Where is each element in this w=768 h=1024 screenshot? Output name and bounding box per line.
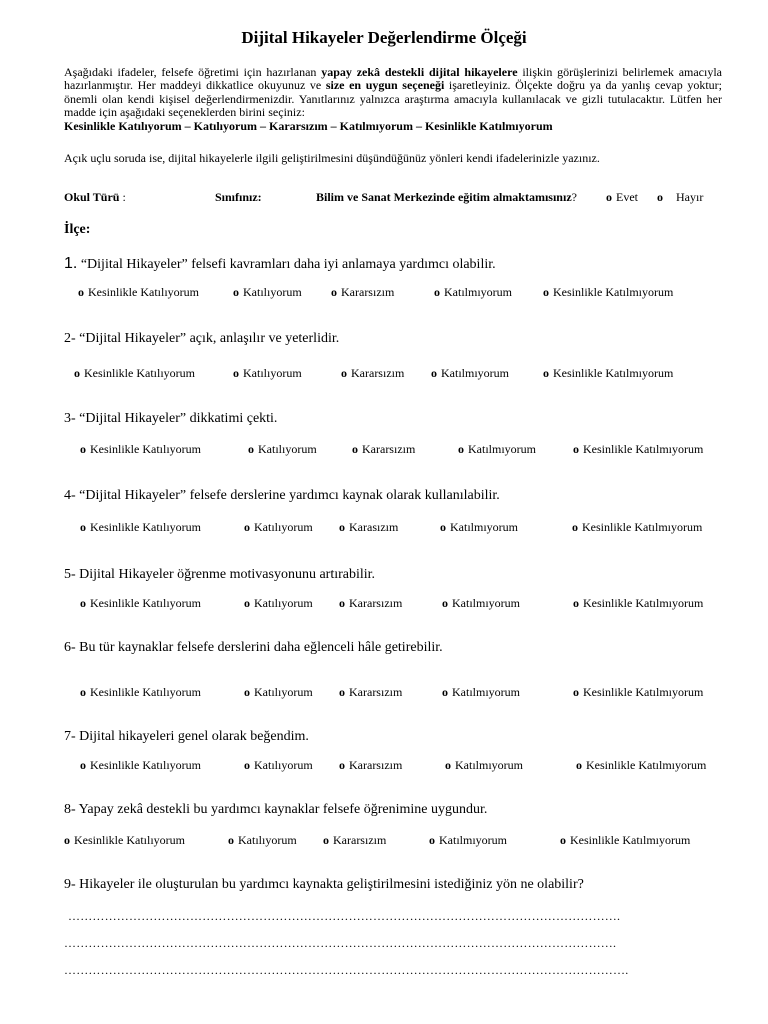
option-katiliyorum[interactable]	[244, 758, 313, 773]
question-text: “Dijital Hikayeler” felsefi kavramları daha iyi anlamaya yardımcı olabilir.	[77, 257, 496, 272]
question-4	[64, 488, 500, 504]
option-bullet: o	[80, 520, 86, 534]
option-kesinlikle-katiliyorum[interactable]	[80, 596, 201, 611]
option-bullet: o	[352, 442, 358, 456]
option-bullet: o	[543, 285, 549, 299]
option-label: Katılıyorum	[254, 596, 313, 610]
option-bullet: o	[657, 190, 663, 204]
question-text: Bu tür kaynaklar felsefe derslerini daha eğlenceli hâle getirebilir.	[75, 640, 443, 655]
option-bullet: o	[244, 596, 250, 610]
option-bullet: o	[244, 685, 250, 699]
option-kararsizim[interactable]	[331, 285, 394, 300]
option-bullet: o	[576, 758, 582, 772]
option-label: Katılmıyorum	[455, 758, 523, 772]
option-kesinlikle-katiliyorum[interactable]	[64, 833, 185, 848]
question-2	[64, 331, 339, 347]
option-bullet: o	[429, 833, 435, 847]
option-label: Kesinlikle Katılmıyorum	[553, 366, 674, 380]
option-label: Katılıyorum	[238, 833, 297, 847]
option-katilmiyorum[interactable]	[429, 833, 507, 848]
page-title: Dijital Hikayeler Değerlendirme Ölçeği	[241, 28, 527, 47]
open-ended-note: Açık uçlu soruda ise, dijital hikayelerle ilgili geliştirilmesini düşündüğünüz yönleri kendi ifadelerinizle yazınız.	[64, 151, 600, 165]
option-label: Katılıyorum	[243, 285, 302, 299]
option-label: Katılmıyorum	[441, 366, 509, 380]
question-text: “Dijital Hikayeler” felsefe derslerine yardımcı kaynak olarak kullanılabilir.	[75, 488, 500, 503]
option-label: Kesinlikle Katılıyorum	[88, 285, 199, 299]
intro-bold-1: yapay zekâ destekli dijital hikayelere	[321, 65, 518, 79]
option-bullet: o	[431, 366, 437, 380]
option-bullet: o	[339, 596, 345, 610]
option-bullet: o	[74, 366, 80, 380]
option-label: Kesinlikle Katılmıyorum	[583, 596, 704, 610]
option-label: Kesinlikle Katılıyorum	[90, 520, 201, 534]
option-label: Kesinlikle Katılıyorum	[90, 596, 201, 610]
option-bullet: o	[572, 520, 578, 534]
option-label: Kesinlikle Katılmıyorum	[586, 758, 707, 772]
option-label: Katılmıyorum	[468, 442, 536, 456]
option-label: Kararsızım	[362, 442, 416, 456]
option-bullet: o	[323, 833, 329, 847]
option-kesinlikle-katiliyorum[interactable]	[74, 366, 195, 381]
option-kesinlikle-katiliyorum[interactable]	[80, 520, 201, 535]
intro-text-1: Aşağıdaki ifadeler, felsefe öğretimi için hazırlanan	[64, 65, 322, 79]
question-6	[64, 640, 443, 656]
option-label: Katılıyorum	[254, 685, 313, 699]
option-label: Kesinlikle Katılıyorum	[74, 833, 185, 847]
question-number: 2-	[64, 331, 76, 346]
question-3	[64, 411, 277, 427]
question-text: “Dijital Hikayeler” dikkatimi çekti.	[75, 411, 278, 426]
option-kesinlikle-katilmiyorum[interactable]	[560, 833, 690, 848]
question-text: Yapay zekâ destekli bu yardımcı kaynaklar felsefe öğrenimine uygundur.	[75, 802, 488, 817]
option-kararsizim[interactable]	[323, 833, 386, 848]
option-label: Katılmıyorum	[439, 833, 507, 847]
option-kesinlikle-katilmiyorum[interactable]	[573, 596, 703, 611]
option-katilmiyorum[interactable]	[442, 596, 520, 611]
option-label: Kesinlikle Katılıyorum	[90, 685, 201, 699]
option-label: Kararsızım	[351, 366, 405, 380]
question-5-options	[0, 596, 768, 612]
option-kararsizim[interactable]	[339, 758, 402, 773]
question-2-options	[0, 366, 768, 382]
option-bullet: o	[560, 833, 566, 847]
option-bullet: o	[80, 596, 86, 610]
question-text: Dijital hikayeleri genel olarak beğendim.	[75, 729, 309, 744]
option-label: Kesinlikle Katılmıyorum	[570, 833, 691, 847]
option-kesinlikle-katiliyorum[interactable]	[78, 285, 199, 300]
option-label: Kesinlikle Katılmıyorum	[582, 520, 703, 534]
option-kesinlikle-katiliyorum[interactable]	[80, 758, 201, 773]
question-number: 5-	[64, 567, 76, 582]
option-katilmiyorum[interactable]	[431, 366, 509, 381]
option-katilmiyorum[interactable]	[458, 442, 536, 457]
option-bullet: o	[606, 190, 612, 204]
option-kararsizim[interactable]	[341, 366, 404, 381]
question-text: “Dijital Hikayeler” açık, anlaşılır ve yeterlidir.	[75, 331, 340, 346]
option-katiliyorum[interactable]	[233, 366, 302, 381]
option-bullet: o	[440, 520, 446, 534]
option-label: Katılıyorum	[243, 366, 302, 380]
option-bullet: o	[573, 685, 579, 699]
question-text: Dijital Hikayeler öğrenme motivasyonunu artırabilir.	[75, 567, 376, 582]
option-label: Kesinlikle Katılıyorum	[90, 758, 201, 772]
option-katiliyorum[interactable]	[244, 685, 313, 700]
option-label: Katılmıyorum	[452, 685, 520, 699]
option-label: Katılmıyorum	[450, 520, 518, 534]
option-kesinlikle-katilmiyorum[interactable]	[573, 442, 703, 457]
option-label: Kesinlikle Katılmıyorum	[553, 285, 674, 299]
question-number: 7-	[64, 729, 76, 744]
option-katiliyorum[interactable]	[248, 442, 317, 457]
question-number: 1.	[64, 255, 78, 272]
intro-text-2: ilişkin görüşlerinizi belirlemek amacıyla hazırlanmıştır. Her maddeyi dikkatlice okuyunuz ve	[64, 65, 723, 93]
option-bullet: o	[248, 442, 254, 456]
option-label: Kararsızım	[349, 685, 403, 699]
option-bullet: o	[339, 685, 345, 699]
option-bullet: o	[341, 366, 347, 380]
option-kararsizim[interactable]	[339, 685, 402, 700]
school-type-field[interactable]	[64, 190, 126, 205]
option-bullet: o	[228, 833, 234, 847]
option-bullet: o	[543, 366, 549, 380]
option-bullet: o	[80, 442, 86, 456]
option-kararsizim[interactable]	[339, 596, 402, 611]
option-katilmiyorum[interactable]	[445, 758, 523, 773]
question-1-options	[0, 285, 768, 301]
option-kesinlikle-katilmiyorum[interactable]	[576, 758, 706, 773]
option-label: Kararsızım	[349, 596, 403, 610]
option-bullet: o	[573, 596, 579, 610]
option-label: Hayır	[676, 190, 704, 204]
question-6-options	[0, 685, 768, 701]
option-label: Evet	[616, 190, 638, 204]
answer-line-2[interactable]: ……………………………………………………………………………………………………………………….	[64, 936, 617, 950]
question-3-options	[0, 442, 768, 458]
answer-line-1[interactable]: ……………………………………………………………………………………………………………………….	[68, 909, 621, 923]
question-text: Hikayeler ile oluşturulan bu yardımcı kaynakta geliştirilmesini istediğiniz yön ne olabilir?	[75, 877, 584, 892]
school-type-label: Okul Türü	[64, 190, 120, 204]
option-bullet: o	[80, 685, 86, 699]
question-4-options	[0, 520, 768, 536]
option-katilmiyorum[interactable]	[442, 685, 520, 700]
option-bullet: o	[331, 285, 337, 299]
school-type-colon: :	[122, 190, 126, 204]
option-bullet: o	[339, 520, 345, 534]
option-bullet: o	[244, 758, 250, 772]
option-label: Katılıyorum	[254, 520, 313, 534]
intro-bold-2: size en uygun seçeneği	[325, 78, 445, 93]
option-label: Kesinlikle Katılıyorum	[84, 366, 195, 380]
respondent-info	[64, 190, 744, 206]
class-field-label[interactable]: Sınıfınız:	[215, 190, 262, 204]
option-bullet: o	[442, 596, 448, 610]
answer-line-3[interactable]: ………………………………………………………………………………………………………………………….	[64, 963, 629, 977]
option-bullet: o	[458, 442, 464, 456]
option-bullet: o	[233, 285, 239, 299]
option-label: Karasızım	[349, 520, 399, 534]
question-number: 6-	[64, 640, 76, 655]
option-katiliyorum[interactable]	[244, 520, 313, 535]
option-kesinlikle-katilmiyorum[interactable]	[543, 366, 673, 381]
option-kararsizim[interactable]	[339, 520, 398, 535]
option-label: Kesinlikle Katılmıyorum	[583, 685, 704, 699]
question-number: 9-	[64, 877, 76, 892]
option-label: Katılmıyorum	[444, 285, 512, 299]
option-kesinlikle-katiliyorum[interactable]	[80, 442, 201, 457]
question-9	[64, 877, 584, 893]
option-bullet: o	[244, 520, 250, 534]
option-label: Kararsızım	[349, 758, 403, 772]
option-bullet: o	[339, 758, 345, 772]
bilsem-question	[316, 190, 577, 205]
question-7-options	[0, 758, 768, 774]
option-label: Katılıyorum	[254, 758, 313, 772]
option-katilmiyorum[interactable]	[434, 285, 512, 300]
option-kesinlikle-katilmiyorum[interactable]	[543, 285, 673, 300]
option-kesinlikle-katilmiyorum[interactable]	[573, 685, 703, 700]
option-label: Kararsızım	[333, 833, 387, 847]
option-bullet: o	[573, 442, 579, 456]
option-bullet: o	[442, 685, 448, 699]
option-kararsizim[interactable]	[352, 442, 415, 457]
question-8	[64, 802, 487, 818]
question-7	[64, 729, 309, 745]
bilsem-option-yes[interactable]	[606, 190, 638, 205]
district-label[interactable]: İlçe:	[64, 222, 91, 237]
option-kesinlikle-katiliyorum[interactable]	[80, 685, 201, 700]
option-katiliyorum[interactable]	[228, 833, 297, 848]
question-8-options	[0, 833, 768, 849]
option-bullet: o	[233, 366, 239, 380]
intro-text-3: işaretleyiniz. Ölçekte doğru ya da yanlış cevap yoktur; önemli olan kendi kişisel değerlendirmenizdir. Yanıtlarınız yalnızca araştırma amacıyla kullanılacak ve gizli tutulacaktır. Lütfen her madde için aşağıdaki seçeneklerden birini seçiniz:	[64, 78, 722, 120]
scale-legend: Kesinlikle Katılıyorum – Katılıyorum – Kararsızım – Katılmıyorum – Kesinlikle Katılmıyorum	[64, 118, 553, 133]
intro-paragraph	[64, 66, 722, 133]
option-label: Katılıyorum	[258, 442, 317, 456]
question-1	[64, 255, 496, 273]
option-bullet: o	[80, 758, 86, 772]
question-5	[64, 567, 375, 583]
option-kesinlikle-katilmiyorum[interactable]	[572, 520, 702, 535]
option-bullet: o	[64, 833, 70, 847]
question-number: 8-	[64, 802, 76, 817]
option-katilmiyorum[interactable]	[440, 520, 518, 535]
option-label: Kesinlikle Katılmıyorum	[583, 442, 704, 456]
option-label: Kesinlikle Katılıyorum	[90, 442, 201, 456]
bilsem-question-mark: ?	[571, 190, 577, 204]
option-bullet: o	[445, 758, 451, 772]
question-number: 4-	[64, 488, 76, 503]
bilsem-label: Bilim ve Sanat Merkezinde eğitim almaktamısınız	[316, 190, 572, 204]
option-label: Kararsızım	[341, 285, 395, 299]
bilsem-option-no[interactable]	[657, 190, 703, 205]
option-bullet: o	[78, 285, 84, 299]
option-katiliyorum[interactable]	[233, 285, 302, 300]
option-bullet: o	[434, 285, 440, 299]
question-number: 3-	[64, 411, 76, 426]
option-katiliyorum[interactable]	[244, 596, 313, 611]
option-label: Katılmıyorum	[452, 596, 520, 610]
